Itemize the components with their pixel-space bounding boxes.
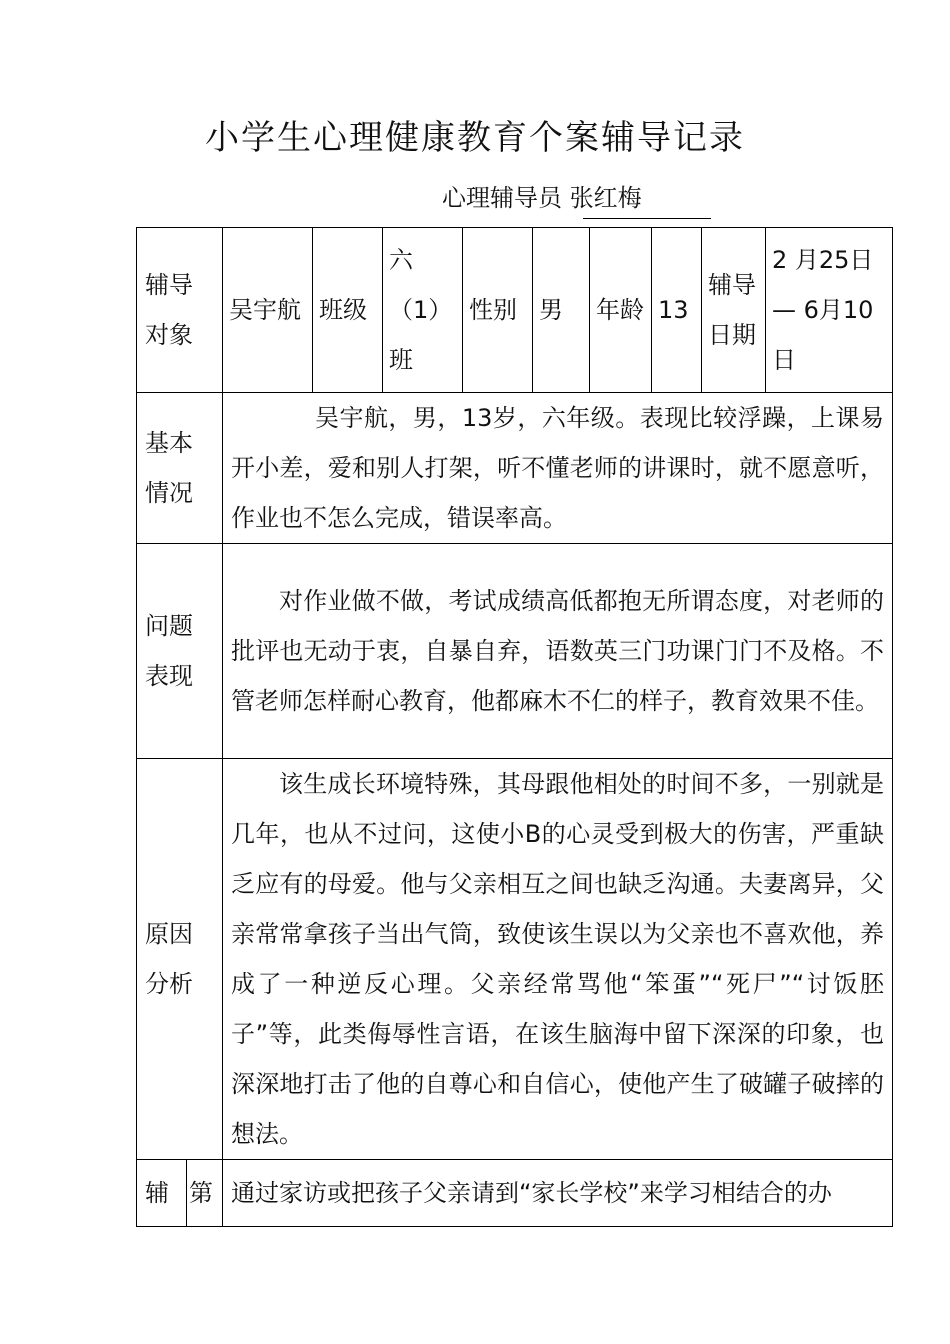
gender-value: 男	[533, 228, 590, 393]
date-value: 2 月25日— 6月10日	[766, 228, 893, 393]
cause-label: 原因分析	[137, 759, 223, 1160]
issue-row	[137, 544, 893, 759]
method-label: 辅	[137, 1160, 187, 1227]
document-title: 小学生心理健康教育个案辅导记录	[205, 118, 745, 158]
cause-text: 该生成长环境特殊，其母跟他相处的时间不多，一别就是几年，也从不过问，这使小B的心灵受到极大的伤害，严重缺乏应有的母爱。他与父亲相互之间也缺乏沟通。夫妻离异，父亲常常拿孩子当出气筒，致使该生误以为父亲也不喜欢他，养成了一种逆反心理。父亲经常骂他“笨蛋”“死尸”“讨饭胚子”等，此类侮辱性言语，在该生脑海中留下深深的印象，也深深地打击了他的自尊心和自信心，使他产生了破罐子破摔的想法。	[223, 759, 893, 1160]
basic-label: 基本情况	[137, 393, 223, 544]
class-value: 六（1）班	[383, 228, 463, 393]
target-label: 辅导对象	[137, 228, 223, 393]
gender-label: 性别	[463, 228, 533, 393]
counselor-line-text	[442, 178, 642, 213]
class-label: 班级	[313, 228, 383, 393]
target-value: 吴宇航	[223, 228, 313, 393]
method-row	[137, 1160, 893, 1227]
age-label: 年龄	[590, 228, 652, 393]
counselor-label: 心理辅导员	[442, 184, 562, 212]
counselor-name: 张红梅	[569, 184, 642, 212]
record-table	[136, 227, 893, 1227]
cause-row	[137, 759, 893, 1160]
age-value: 13	[652, 228, 702, 393]
method-sub-label: 第	[187, 1160, 223, 1227]
issue-label: 问题表现	[137, 544, 223, 759]
signature-underline	[583, 218, 711, 219]
date-label: 辅导日期	[702, 228, 766, 393]
issue-text: 对作业做不做，考试成绩高低都抱无所谓态度，对老师的批评也无动于衷，自暴自弃，语数英三门功课门门不及格。不管老师怎样耐心教育，他都麻木不仁的样子，教育效果不佳。	[223, 544, 893, 759]
basic-row	[137, 393, 893, 544]
header-row	[137, 228, 893, 393]
basic-text: 吴宇航，男，13岁，六年级。表现比较浮躁，上课易开小差，爱和别人打架，听不懂老师的讲课时，就不愿意听，作业也不怎么完成，错误率高。	[223, 393, 893, 544]
method-text: 通过家访或把孩子父亲请到“家长学校”来学习相结合的办	[223, 1160, 893, 1227]
